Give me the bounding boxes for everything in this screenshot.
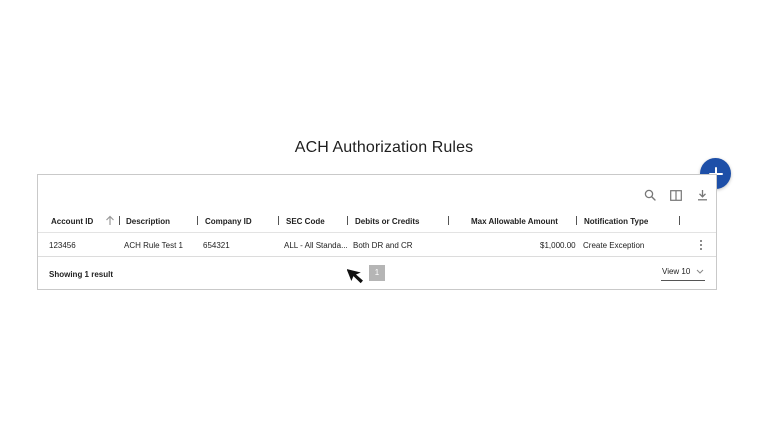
column-divider[interactable] xyxy=(679,216,680,225)
cell-max-amount: $1,000.00 xyxy=(540,241,576,250)
search-button[interactable] xyxy=(642,187,658,203)
column-divider[interactable] xyxy=(347,216,348,225)
download-icon xyxy=(697,189,708,201)
rules-table-card xyxy=(37,174,717,290)
cell-account-id: 123456 xyxy=(49,241,76,250)
table-row[interactable] xyxy=(38,234,716,257)
column-divider[interactable] xyxy=(448,216,449,225)
page-size-select[interactable] xyxy=(661,265,705,281)
column-divider[interactable] xyxy=(119,216,120,225)
table-header-row xyxy=(38,213,716,233)
search-icon xyxy=(644,189,656,201)
pagination-page-1[interactable]: 1 xyxy=(369,265,385,281)
sort-ascending-icon[interactable] xyxy=(105,215,115,226)
result-count: Showing 1 result xyxy=(49,270,114,279)
cell-company-id: 654321 xyxy=(203,241,230,250)
column-header-sec-code[interactable]: SEC Code xyxy=(286,217,325,226)
column-header-account-id[interactable]: Account ID xyxy=(51,217,94,226)
column-divider[interactable] xyxy=(197,216,198,225)
column-header-max-amount[interactable]: Max Allowable Amount xyxy=(471,217,558,226)
columns-button[interactable] xyxy=(668,187,684,203)
row-actions-menu-icon[interactable] xyxy=(698,240,704,252)
columns-icon xyxy=(670,190,682,201)
cell-notification-type: Create Exception xyxy=(583,241,645,250)
cell-debits-credits: Both DR and CR xyxy=(353,241,413,250)
column-header-description[interactable]: Description xyxy=(126,217,171,226)
mouse-cursor-icon xyxy=(347,263,373,289)
column-header-notification-type[interactable]: Notification Type xyxy=(584,217,649,226)
page-size-label: View 10 xyxy=(662,267,691,276)
cell-description: ACH Rule Test 1 xyxy=(124,241,183,250)
download-button[interactable] xyxy=(694,187,710,203)
column-header-debits-credits[interactable]: Debits or Credits xyxy=(355,217,420,226)
column-header-company-id[interactable]: Company ID xyxy=(205,217,252,226)
page-title: ACH Authorization Rules xyxy=(294,139,474,156)
column-divider[interactable] xyxy=(576,216,577,225)
chevron-down-icon xyxy=(696,269,704,274)
column-divider[interactable] xyxy=(278,216,279,225)
cell-sec-code: ALL - All Standa... xyxy=(284,241,348,250)
table-toolbar xyxy=(642,187,710,203)
